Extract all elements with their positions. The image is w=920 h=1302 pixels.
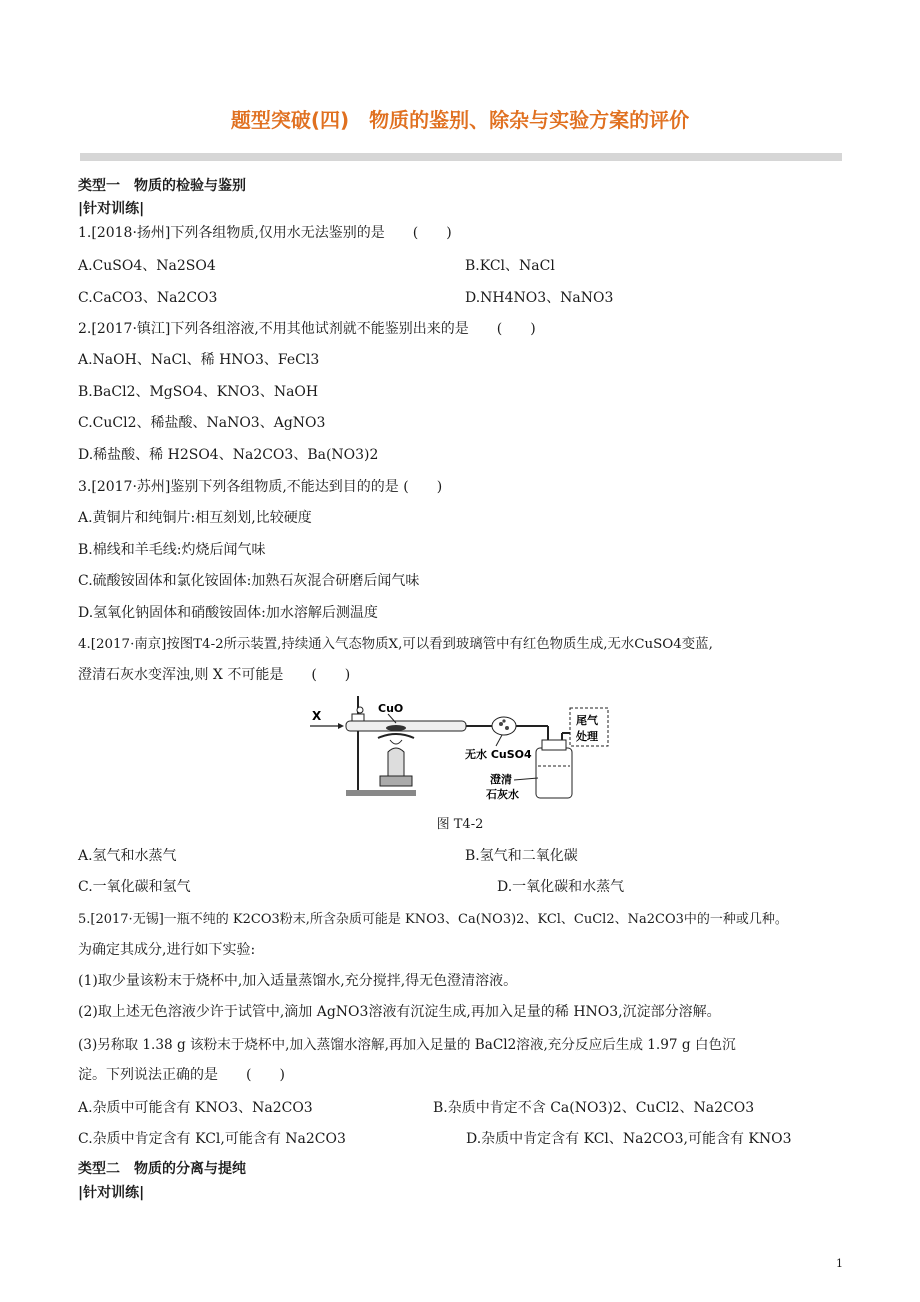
q4-stem-line1: 4.[2017·南京]按图T4-2所示装置,持续通入气态物质X,可以看到玻璃管中有红色物质生成,无水CuSO4变蓝, xyxy=(78,637,713,652)
q5-option-a: A.杂质中可能含有 KNO3、Na2CO3 xyxy=(78,1100,313,1116)
q2-stem: 2.[2017·镇江]下列各组溶液,不用其他试剂就不能鉴别出来的是 ( ) xyxy=(78,321,536,337)
q5-stem-line1: 5.[2017·无锡]一瓶不纯的 K2CO3粉末,所含杂质可能是 KNO3、Ca(NO3)2、KCl、CuCl2、Na2CO3中的一种或几种。 xyxy=(78,912,788,927)
q2-option-a: A.NaOH、NaCl、稀 HNO3、FeCl3 xyxy=(78,352,320,368)
q5-stem-line2: 为确定其成分,进行如下实验: xyxy=(78,942,256,958)
tail-gas-label-1: 尾气 xyxy=(576,714,598,727)
q3-option-d: D.氢氧化钠固体和硝酸铵固体:加水溶解后测温度 xyxy=(78,605,378,621)
q1-option-c: C.CaCO3、Na2CO3 xyxy=(78,290,218,306)
figure-caption: 图 T4-2 xyxy=(436,817,484,832)
q5-option-d: D.杂质中肯定含有 KCl、Na2CO3,可能含有 KNO3 xyxy=(466,1131,792,1147)
q3-option-c: C.硫酸铵固体和氯化铵固体:加熟石灰混合研磨后闻气味 xyxy=(78,573,420,589)
training-label-2: |针对训练| xyxy=(78,1185,145,1201)
q4-option-c: C.一氧化碳和氢气 xyxy=(78,879,191,895)
q2-option-b: B.BaCl2、MgSO4、KNO3、NaOH xyxy=(78,384,319,400)
q1-stem: 1.[2018·扬州]下列各组物质,仅用水无法鉴别的是 ( ) xyxy=(78,225,452,241)
q1-option-b: B.KCl、NaCl xyxy=(465,258,555,274)
q5-option-c: C.杂质中肯定含有 KCl,可能含有 Na2CO3 xyxy=(78,1131,346,1147)
q2-option-d: D.稀盐酸、稀 H2SO4、Na2CO3、Ba(NO3)2 xyxy=(78,447,379,463)
q3-option-a: A.黄铜片和纯铜片:相互刻划,比较硬度 xyxy=(78,510,312,526)
q5-option-b: B.杂质中肯定不含 Ca(NO3)2、CuCl2、Na2CO3 xyxy=(433,1100,755,1116)
q5-step-2: (2)取上述无色溶液少许于试管中,滴加 AgNO3溶液有沉淀生成,再加入足量的稀 HNO3,沉淀部分溶解。 xyxy=(78,1004,721,1020)
q4-option-a: A.氢气和水蒸气 xyxy=(78,848,177,864)
limewater-label-1: 澄清 xyxy=(490,773,512,786)
cuo-label: CuO xyxy=(378,702,404,715)
page-title: 题型突破(四) 物质的鉴别、除杂与实验方案的评价 xyxy=(230,108,690,132)
cuso4-label: 无水 CuSO4 xyxy=(465,748,532,761)
q4-option-b: B.氢气和二氧化碳 xyxy=(465,848,578,864)
tail-gas-label-2: 处理 xyxy=(576,730,598,743)
gas-x-label: X xyxy=(312,709,322,723)
section-heading-1: 类型一 物质的检验与鉴别 xyxy=(78,178,246,194)
q1-option-d: D.NH4NO3、NaNO3 xyxy=(465,290,614,306)
section-heading-2: 类型二 物质的分离与提纯 xyxy=(78,1161,246,1177)
q5-step-1: (1)取少量该粉末于烧杯中,加入适量蒸馏水,充分搅拌,得无色澄清溶液。 xyxy=(78,973,518,989)
q5-step-3-cont: 淀。下列说法正确的是 ( ) xyxy=(78,1067,285,1083)
q1-option-a: A.CuSO4、Na2SO4 xyxy=(78,258,216,274)
q2-option-c: C.CuCl2、稀盐酸、NaNO3、AgNO3 xyxy=(78,415,326,431)
limewater-label-2: 石灰水 xyxy=(486,788,519,801)
title-divider xyxy=(80,153,842,161)
q4-stem-line2: 澄清石灰水变浑浊,则 X 不可能是 ( ) xyxy=(78,667,351,683)
page-number: 1 xyxy=(836,1257,843,1270)
q5-step-3: (3)另称取 1.38 g 该粉末于烧杯中,加入蒸馏水溶解,再加入足量的 BaCl2溶液,充分反应后生成 1.97 g 白色沉 xyxy=(78,1037,736,1053)
q3-option-b: B.棉线和羊毛线:灼烧后闻气味 xyxy=(78,542,266,558)
q3-stem: 3.[2017·苏州]鉴别下列各组物质,不能达到目的的是 ( ) xyxy=(78,479,443,495)
training-label-1: |针对训练| xyxy=(78,201,145,217)
apparatus-figure xyxy=(308,688,613,803)
q4-option-d: D.一氧化碳和水蒸气 xyxy=(497,879,625,895)
